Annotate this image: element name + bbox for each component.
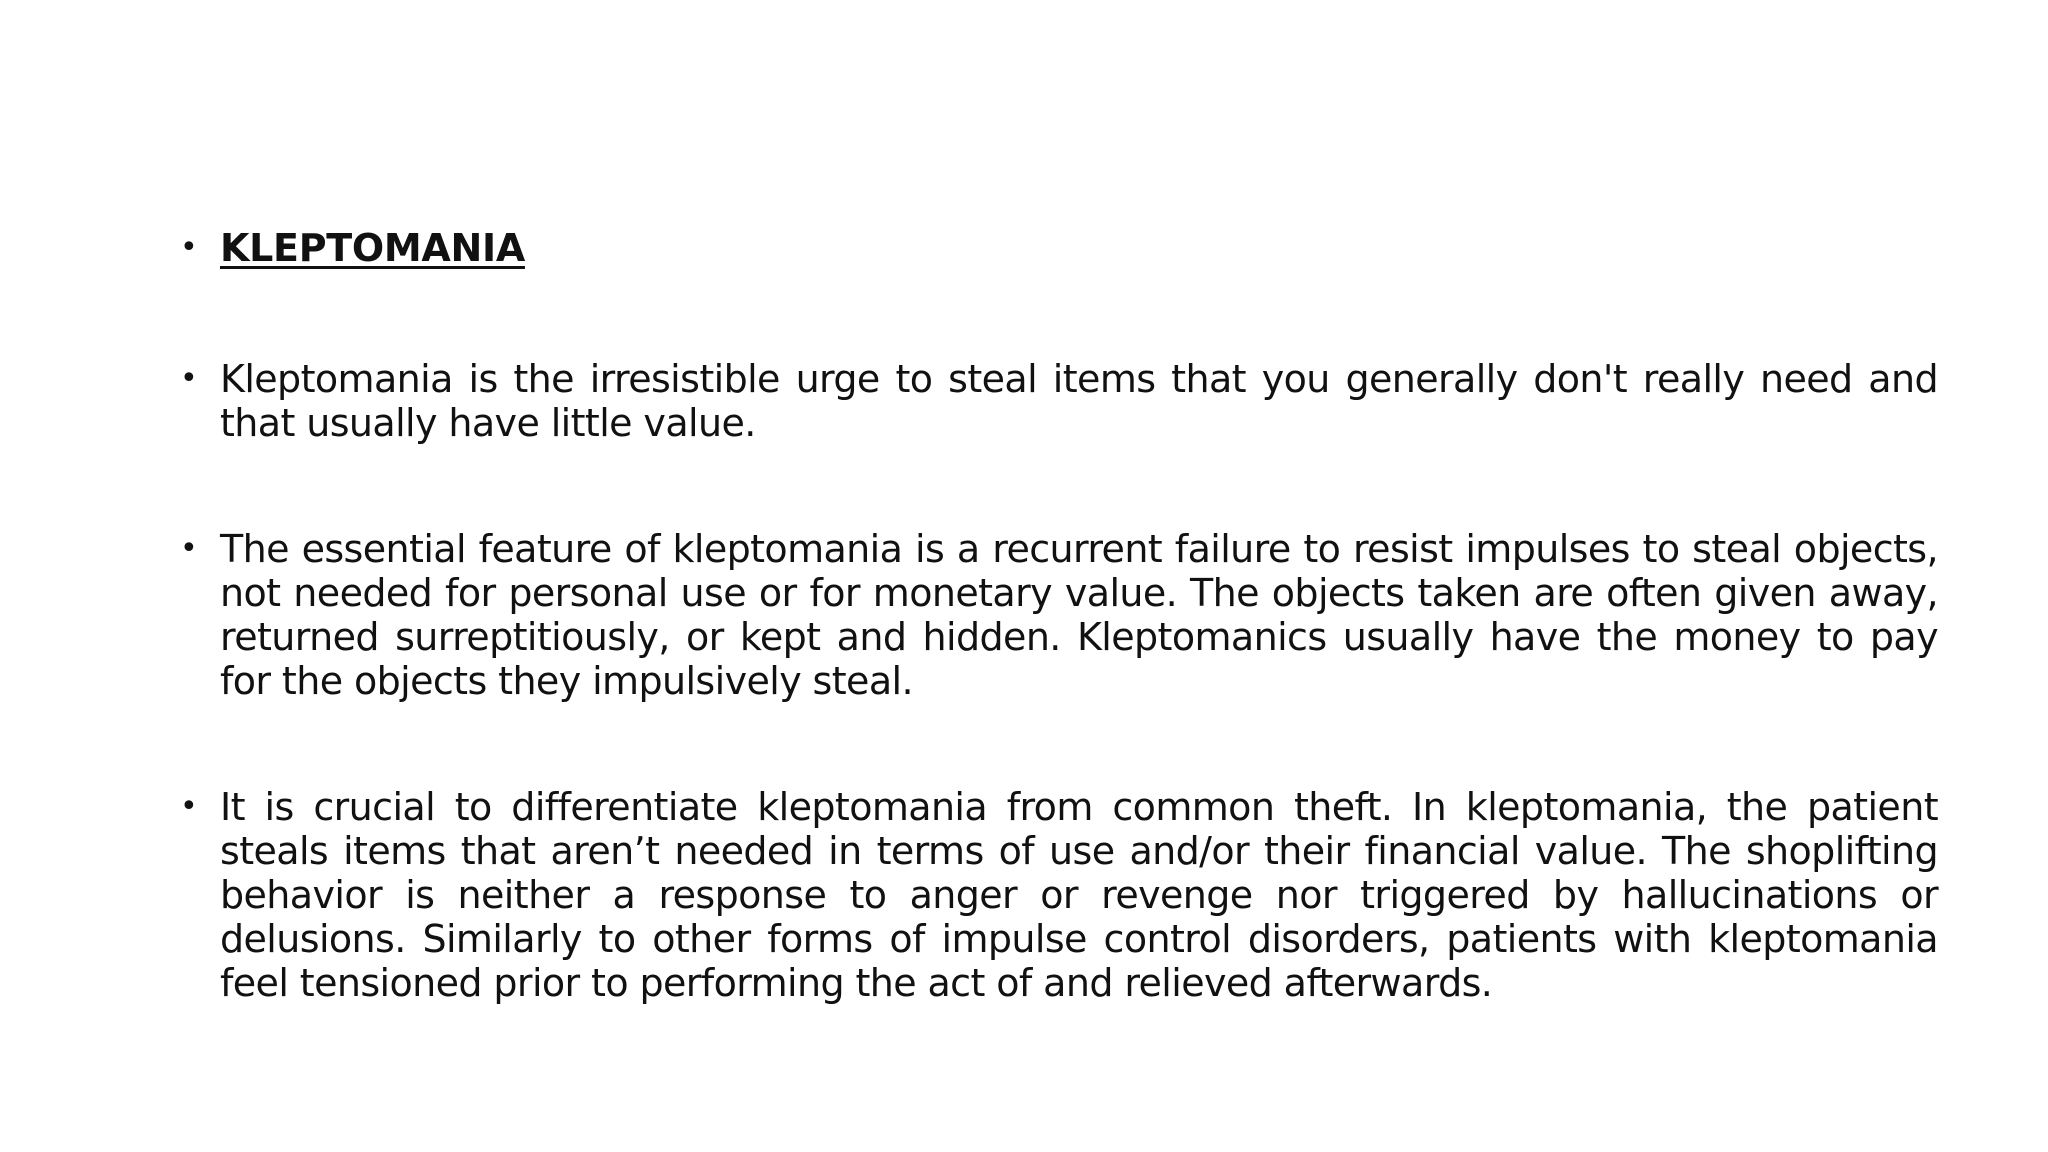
bullet-marker: •: [180, 361, 198, 396]
paragraph-text: The essential feature of kleptomania is a recurrent failure to resist impulses to steal objects, not needed for personal use or for monetary value. The objects taken are often given away, returned surreptitiously, or kept and hidden. Kleptomanics usually have the money to pay for the objects they impulsively steal.: [220, 527, 1938, 703]
bullet-marker: •: [180, 531, 198, 566]
bullet-paragraph-feature: [178, 527, 1938, 703]
bullet-paragraph-differentiation: [178, 785, 1938, 1005]
paragraph-text: Kleptomania is the irresistible urge to steal items that you generally don't really need and that usually have little value.: [220, 357, 1938, 445]
paragraph-text: It is crucial to differentiate kleptomania from common theft. In kleptomania, the patient steals items that aren’t needed in terms of use and/or their financial value. The shoplifting behavior is neither a response to anger or revenge nor triggered by hallucinations or delusions. Similarly to other forms of impulse control disorders, patients with kleptomania feel tensioned prior to performing the act of and relieved afterwards.: [220, 785, 1938, 1005]
bullet-paragraph-definition: [178, 357, 1938, 445]
slide-heading: KLEPTOMANIA: [220, 226, 525, 270]
slide-content: [178, 226, 1938, 1005]
bullet-heading: [178, 226, 1938, 270]
bullet-marker: •: [180, 230, 198, 265]
bullet-marker: •: [180, 789, 198, 824]
